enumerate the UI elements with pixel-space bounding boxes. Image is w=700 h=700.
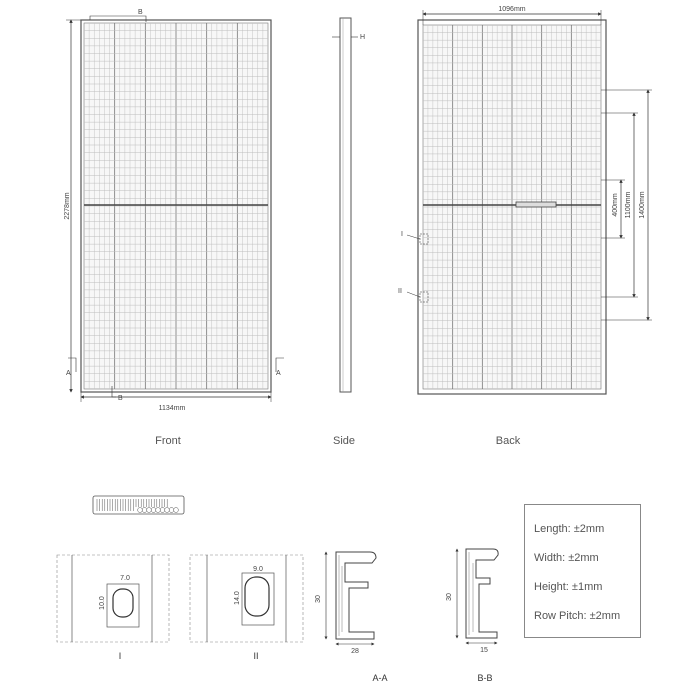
detail-ii xyxy=(190,555,303,661)
back-view-label: Back xyxy=(495,435,521,447)
tolerance-box xyxy=(524,504,641,638)
section-bb-label: B-B xyxy=(477,673,493,683)
callout-i-label: I xyxy=(401,231,403,238)
detail-ii-slot xyxy=(245,577,269,616)
section-aa xyxy=(315,552,388,683)
section-aa-width: 28 xyxy=(351,648,359,655)
detail-i-width: 7.0 xyxy=(120,575,130,582)
tolerance-row-pitch: Row Pitch: ±2mm xyxy=(534,610,621,622)
detail-i xyxy=(57,555,169,661)
detail-i-height: 10.0 xyxy=(99,596,106,610)
dim-1400-label: 1400mm xyxy=(639,191,646,219)
detail-ii-height: 14.0 xyxy=(234,591,241,605)
detail-i-label: I xyxy=(118,651,122,661)
section-bb xyxy=(446,549,498,683)
section-bb-width: 15 xyxy=(480,647,488,654)
front-height-label: 2278mm xyxy=(64,192,71,220)
section-aa-height: 30 xyxy=(315,595,322,603)
side-panel-profile xyxy=(340,18,351,392)
section-b-bottom-label: B xyxy=(118,395,123,402)
front-view-label: Front xyxy=(155,435,181,447)
side-view-label: Side xyxy=(332,435,356,447)
side-h-label: H xyxy=(360,34,366,41)
section-bb-height: 30 xyxy=(446,593,453,601)
dim-1100-label: 1100mm xyxy=(625,191,632,219)
dim-400-label: 400mm xyxy=(612,193,619,217)
back-view xyxy=(398,6,652,394)
detail-ii-label: II xyxy=(253,651,259,661)
section-bb-profile xyxy=(466,549,498,638)
section-b-top-label: B xyxy=(138,9,143,16)
frame-strip xyxy=(93,496,184,514)
front-width-label: 1134mm xyxy=(158,405,186,412)
side-view xyxy=(332,18,365,392)
callout-ii-label: II xyxy=(398,288,402,295)
detail-i-slot xyxy=(113,589,133,617)
tolerance-height: Height: ±1mm xyxy=(534,581,603,593)
junction-box xyxy=(516,202,556,207)
detail-ii-width: 9.0 xyxy=(253,566,263,573)
tolerance-width: Width: ±2mm xyxy=(534,552,599,564)
front-view xyxy=(64,9,284,412)
section-aa-label: A-A xyxy=(372,673,388,683)
section-a-left-label: A xyxy=(66,370,71,377)
tolerance-length: Length: ±2mm xyxy=(534,523,605,535)
back-width-label: 1096mm xyxy=(498,6,526,13)
section-a-right-label: A xyxy=(276,370,281,377)
